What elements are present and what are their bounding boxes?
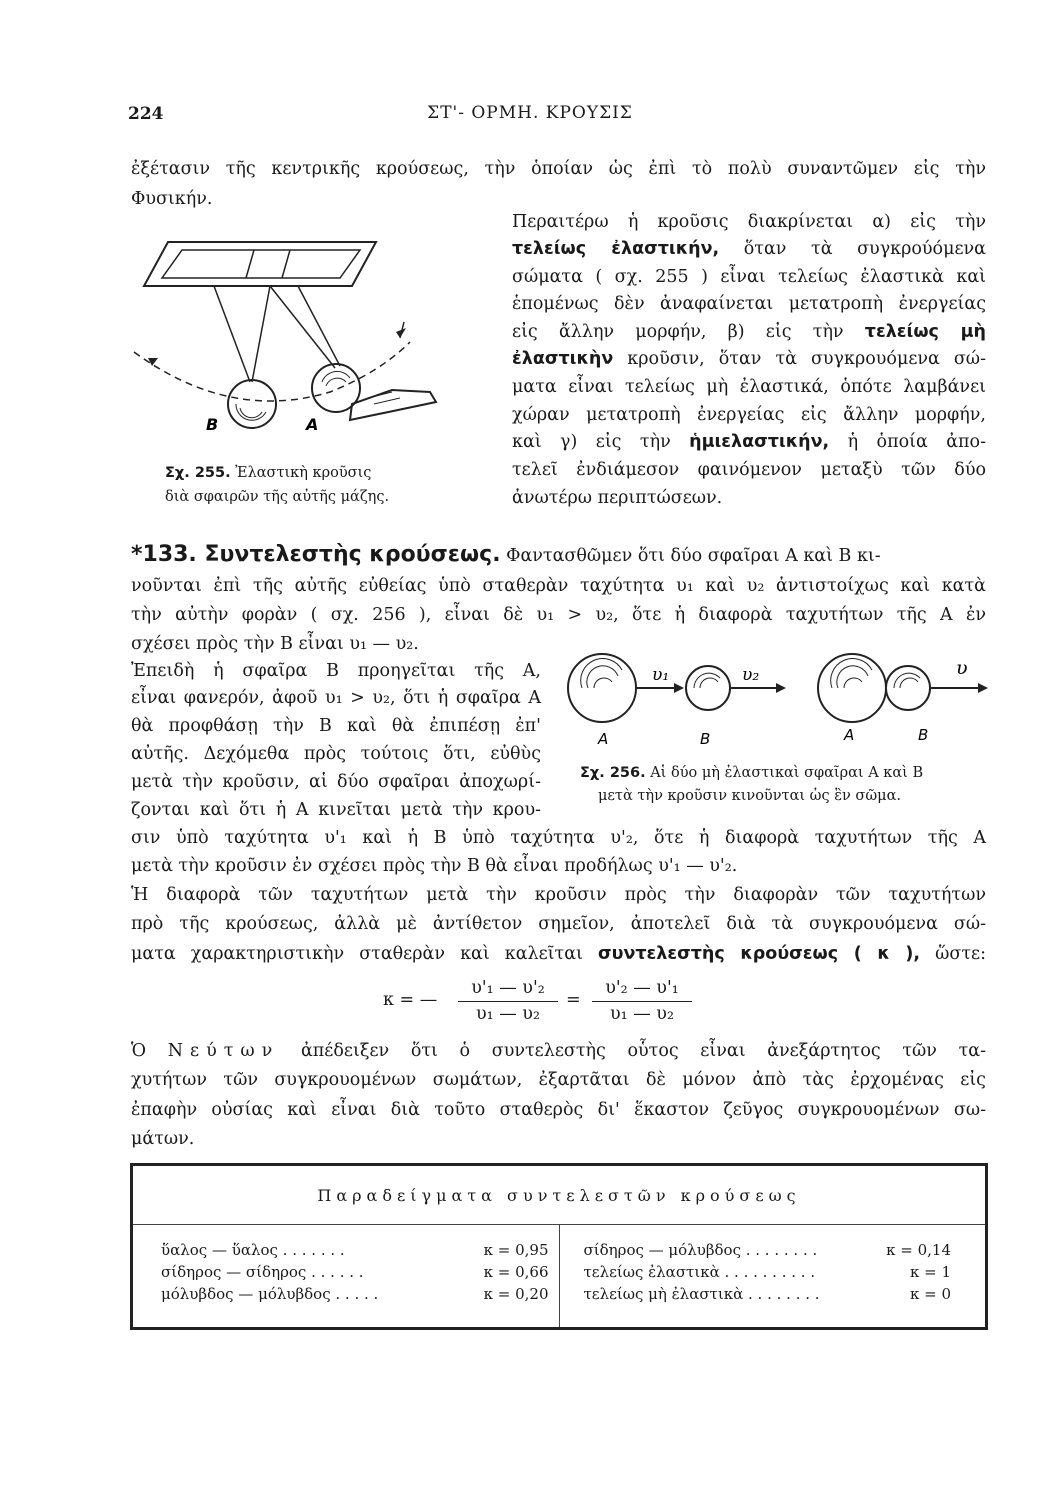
coefficient-value: κ = 0,95 — [483, 1241, 549, 1259]
name-newton: Νεύτων — [167, 1041, 280, 1061]
material-pair: ὕαλος — ὕαλος . . . . . . . — [161, 1241, 345, 1259]
string — [270, 286, 335, 368]
text-line: σώματα ( σχ. 255 ) εἶναι τελείως ἐλαστικὰ καὶ — [512, 267, 986, 287]
label-v2: υ₂ — [742, 665, 760, 685]
figure-255-caption — [165, 461, 371, 485]
text-span: κροῦσιν, ὅταν τὰ συγκρουόμενα σώ- — [613, 349, 986, 369]
caption-text: Αἱ δύο μὴ ἐλαστικαὶ σφαῖραι Α καὶ Β — [645, 765, 924, 781]
label-b: B — [700, 730, 711, 748]
text-line: σιν ὑπὸ ταχύτητα υ'₁ καὶ ἡ Β ὑπὸ ταχύτητα υ'₂, ὅτε ἡ διαφορὰ ταχυτήτων τῆς Α — [131, 828, 986, 848]
text-line — [131, 942, 986, 966]
frame-inner — [162, 250, 360, 278]
formula-numerator-2: υ'₂ — υ'₁ — [605, 978, 679, 998]
section-133-line — [131, 543, 986, 568]
fraction-bar — [458, 1001, 558, 1002]
text-line: σχέσει πρὸς τὴν Β εἶναι υ₁ — υ₂. — [131, 634, 419, 654]
term-coefficient: συντελεστὴς κρούσεως ( κ ), — [598, 944, 921, 964]
table-row — [161, 1261, 549, 1283]
label-a: A — [306, 415, 319, 434]
ball-b — [228, 380, 276, 428]
material-pair: μόλυβδος — μόλυβδος . . . . . — [161, 1285, 379, 1303]
text-span: ματα χαρακτηριστικὴν σταθερὰν καὶ καλεῖται — [131, 944, 598, 964]
sphere-b-before — [686, 666, 730, 710]
text-line: Φυσικήν. — [131, 189, 213, 209]
sphere-b-after — [886, 666, 930, 710]
text-span: Ὁ — [131, 1041, 168, 1061]
caption-number: Σχ. 255. — [165, 465, 231, 481]
term-inelastic-2: ἐλαστικὴν — [512, 349, 614, 369]
coefficient-value: κ = 0,66 — [483, 1263, 549, 1281]
formula-denominator-2: υ₁ — υ₂ — [610, 1004, 674, 1024]
string — [298, 286, 340, 366]
text-line: νοῦνται ἐπὶ τῆς αὐτῆς εὐθείας ὑπὸ σταθερὰν ταχύτητα υ₁ καὶ υ₂ ἀντιστοίχως καὶ κατὰ — [131, 576, 986, 596]
text-span: εἰς ἄλλην μορφήν, β) εἰς τὴν — [512, 322, 865, 342]
figure-255-pendulum — [130, 232, 460, 440]
coefficients-table — [130, 1163, 988, 1330]
text-line: Περαιτέρω ἡ κροῦσις διακρίνεται α) εἰς τὴν — [512, 212, 986, 232]
table-column-left — [132, 1225, 560, 1329]
text-span: ἀπέδειξεν ὅτι ὁ συντελεστὴς οὗτος εἶναι ἀνεξάρτητος τῶν τα- — [279, 1041, 986, 1061]
coefficient-value: κ = 0,14 — [886, 1241, 951, 1259]
text-line: Ἐπειδὴ ἡ σφαῖρα Β προηγεῖται τῆς Α, — [131, 661, 541, 681]
section-title: *133. Συντελεστὴς κρούσεως. — [131, 542, 501, 567]
text-line: Ἡ διαφορὰ τῶν ταχυτήτων μετὰ τὴν κροῦσιν πρὸς τὴν διαφορὰν τῶν ταχυτήτων — [131, 885, 986, 905]
figure-256-spheres — [560, 648, 990, 748]
formula-equals: = — [566, 990, 581, 1010]
table-title: Παραδείγματα συντελεστῶν κρούσεως — [132, 1165, 987, 1225]
page-number: 224 — [128, 104, 164, 124]
table-row — [584, 1283, 976, 1305]
text-line: ἐξέτασιν τῆς κεντρικῆς κρούσεως, τὴν ὁποίαν ὡς ἐπὶ τὸ πολὺ συναντῶμεν εἰς τὴν — [131, 159, 986, 179]
table-row — [584, 1239, 976, 1261]
formula-lhs: κ = — — [383, 990, 438, 1010]
text-line: ἐπαφὴν οὐσίας καὶ εἶναι διὰ τοῦτο σταθερὸς δι' ἕκαστον ζεῦγος συγκρουομένων σω- — [131, 1100, 986, 1120]
material-pair: τελείως ἐλαστικὰ . . . . . . . . . . — [583, 1263, 816, 1281]
text-span: καὶ γ) εἰς τὴν — [512, 432, 690, 452]
text-line: θὰ προφθάσῃ τὴν Β καὶ θὰ ἐπιπέσῃ ἐπ' — [131, 716, 541, 736]
string — [214, 286, 250, 382]
label-v: υ — [956, 657, 968, 679]
text-line — [512, 237, 986, 261]
string — [252, 286, 270, 382]
figure-255-caption-2: διὰ σφαιρῶν τῆς αὐτῆς μάζης. — [165, 489, 390, 505]
coefficient-value: κ = 0,20 — [483, 1285, 549, 1303]
formula-numerator-1: υ'₁ — υ'₂ — [471, 978, 545, 998]
text-line: μάτων. — [131, 1129, 195, 1149]
text-line: τελεῖ ἐνδιάμεσον φαινόμενον μεταξὺ τῶν δύο — [512, 460, 986, 480]
running-title: ΣΤ'- ΟΡΜΗ. ΚΡΟΥΣΙΣ — [427, 103, 633, 123]
text-line — [512, 320, 986, 344]
label-a: A — [598, 730, 609, 748]
sphere-a-after — [818, 654, 886, 722]
table-column-right — [559, 1225, 987, 1329]
text-line: αὐτῆς. Δεχόμεθα πρὸς τούτοις ὅτι, εὐθὺς — [131, 744, 541, 764]
figure-256-caption-2: μετὰ τὴν κροῦσιν κινοῦνται ὡς ἓν σῶμα. — [598, 788, 901, 804]
material-pair: σίδηρος — μόλυβδος . . . . . . . . — [583, 1241, 818, 1259]
coefficient-value: κ = 1 — [909, 1263, 951, 1281]
text-line: χυτήτων τῶν συγκρουομένων σωμάτων, ἐξαρτᾶται δὲ μόνον ἀπὸ τὰς ἐρχομένας εἰς — [131, 1070, 986, 1090]
text-line — [131, 1039, 986, 1063]
formula-denominator-1: υ₁ — υ₂ — [476, 1004, 540, 1024]
label-b: B — [206, 415, 219, 434]
figure-256-caption — [580, 761, 923, 785]
label-v1: υ₁ — [652, 665, 670, 685]
material-pair: τελείως μὴ ἐλαστικὰ . . . . . . . . — [583, 1285, 820, 1303]
text-line: μετὰ τὴν κροῦσιν ἐν σχέσει πρὸς τὴν Β θὰ εἶναι προδήλως υ'₁ — υ'₂. — [131, 856, 738, 876]
caption-number: Σχ. 256. — [580, 765, 646, 781]
material-pair: σίδηρος — σίδηρος . . . . . . — [161, 1263, 364, 1281]
text-line: τὴν αὐτὴν φορὰν ( σχ. 256 ), εἶναι δὲ υ₁ > υ₂, ὅτε ἡ διαφορὰ ταχυτήτων τῆς Α ἐν — [131, 605, 986, 625]
table-row — [584, 1261, 976, 1283]
text-line — [512, 430, 986, 454]
text-line: ζονται καὶ ὅτι ἡ Α κινεῖται μετὰ τὴν κρου- — [131, 800, 541, 820]
frame-outer — [144, 242, 376, 286]
table-row — [161, 1239, 549, 1261]
table-row — [161, 1283, 549, 1305]
text-line: ματα εἶναι τελείως μὴ ἐλαστικά, ὁπότε λαμβάνει — [512, 377, 986, 397]
text-line: ἑπομένως δὲν ἀναφαίνεται μετατροπὴ ἐνεργείας — [512, 294, 986, 314]
text-span: ὥστε: — [920, 944, 986, 964]
label-b: B — [918, 726, 929, 744]
fraction-bar — [592, 1001, 692, 1002]
text-span: ὅταν τὰ συγκρούόμενα — [719, 239, 986, 259]
text-line: ἀνωτέρω περιπτώσεων. — [512, 488, 723, 508]
text-line: πρὸ τῆς κρούσεως, ἀλλὰ μὲ ἀντίθετον σημεῖον, ἀποτελεῖ διὰ τὰ συγκρουόμενα σώ- — [131, 914, 986, 934]
term-semielastic: ἡμιελαστικήν, — [689, 432, 830, 452]
text-span: Φαντασθῶμεν ὅτι δύο σφαῖραι Α καὶ Β κι- — [500, 546, 881, 566]
text-span: ἡ ὁποία ἀπο- — [829, 432, 986, 452]
label-a: A — [844, 726, 855, 744]
sphere-a-before — [568, 654, 636, 722]
caption-text: Ἐλαστικὴ κροῦσις — [230, 465, 372, 481]
text-line: χώραν μετατροπὴ ἐνεργείας εἰς ἄλλην μορφήν, — [512, 405, 986, 425]
text-line — [512, 347, 986, 371]
text-line: εἶναι φανερόν, ἀφοῦ υ₁ > υ₂, ὅτι ἡ σφαῖρα Α — [131, 688, 541, 708]
term-elastic: τελείως ἐλαστικήν, — [512, 239, 720, 259]
hand — [350, 390, 436, 420]
text-line: μετὰ τὴν κροῦσιν, αἱ δύο σφαῖραι ἀποχωρί- — [131, 772, 541, 792]
coefficient-value: κ = 0 — [909, 1285, 951, 1303]
term-inelastic: τελείως μὴ — [864, 322, 986, 342]
